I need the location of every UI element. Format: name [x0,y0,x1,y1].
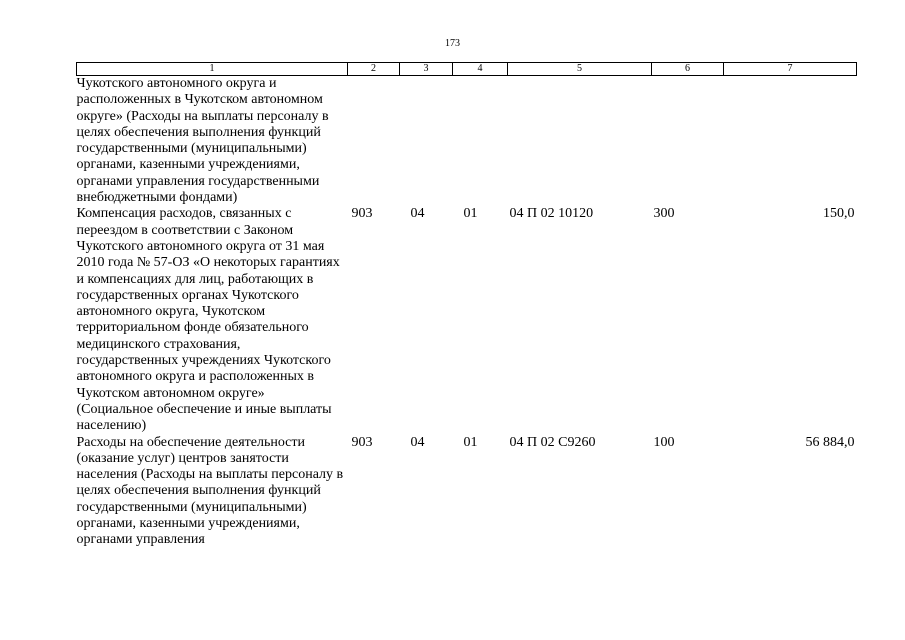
row-expense-type [652,76,724,207]
column-header-5: 5 [508,63,652,76]
column-header-1: 1 [77,63,348,76]
column-header-4: 4 [453,63,508,76]
table-row [77,435,857,549]
row-section [400,76,453,207]
row-admin-code: 903 [351,434,373,450]
row-target-article [508,76,652,207]
column-header-2: 2 [348,63,400,76]
row-name: Компенсация расходов, связанных с переездом в соответствии с Законом Чукотского автономного округа от 31 мая 2010 года № 57-ОЗ «О некоторых гарантиях и компенсациях для лиц, работающих в государственных органах Чукотского автономного округа, Чукотском территориальном фонде обязательного медицинского страхования, государственных учреждениях Чукотского автономного округа и расположенных в Чукотском автономном округе» (Социальное обеспечение и иные выплаты населению) [76,206,340,434]
header-row [77,63,857,76]
column-header-7: 7 [724,63,857,76]
row-target-article: 04 П 02 10120 [509,206,594,222]
table-body [77,76,857,549]
row-name: Расходы на обеспечение деятельности (оказание услуг) центров занятости населения (Расходы на выплаты персоналу в целях обеспечения выполнения функций государственными (муниципальными) органами, казенными учреждениями, органами управления [76,434,344,548]
table-header [77,63,857,76]
row-subsection: 01 [463,206,478,222]
table-row [77,206,857,434]
row-amount [724,76,857,207]
row-target-article: 04 П 02 С9260 [509,434,596,450]
budget-table [76,62,857,549]
row-name: Чукотского автономного округа и расположенных в Чукотском автономном округе» (Расходы на выплаты персоналу в целях обеспечения выполнения функций государственными (муниципальными) органами, казенными учреждениями, органами управления государственными внебюджетными фондами) [76,76,329,206]
table-row [77,76,857,207]
row-expense-type: 300 [653,206,675,222]
row-admin-code [348,76,400,207]
column-header-6: 6 [652,63,724,76]
row-amount: 150,0 [823,206,855,222]
row-admin-code: 903 [351,206,373,222]
row-amount: 56 884,0 [805,434,855,450]
row-expense-type: 100 [653,434,675,450]
row-subsection: 01 [463,434,478,450]
row-subsection [453,76,508,207]
page-number: 173 [445,38,460,49]
row-section: 04 [410,206,425,222]
row-section: 04 [410,434,425,450]
column-header-3: 3 [400,63,453,76]
